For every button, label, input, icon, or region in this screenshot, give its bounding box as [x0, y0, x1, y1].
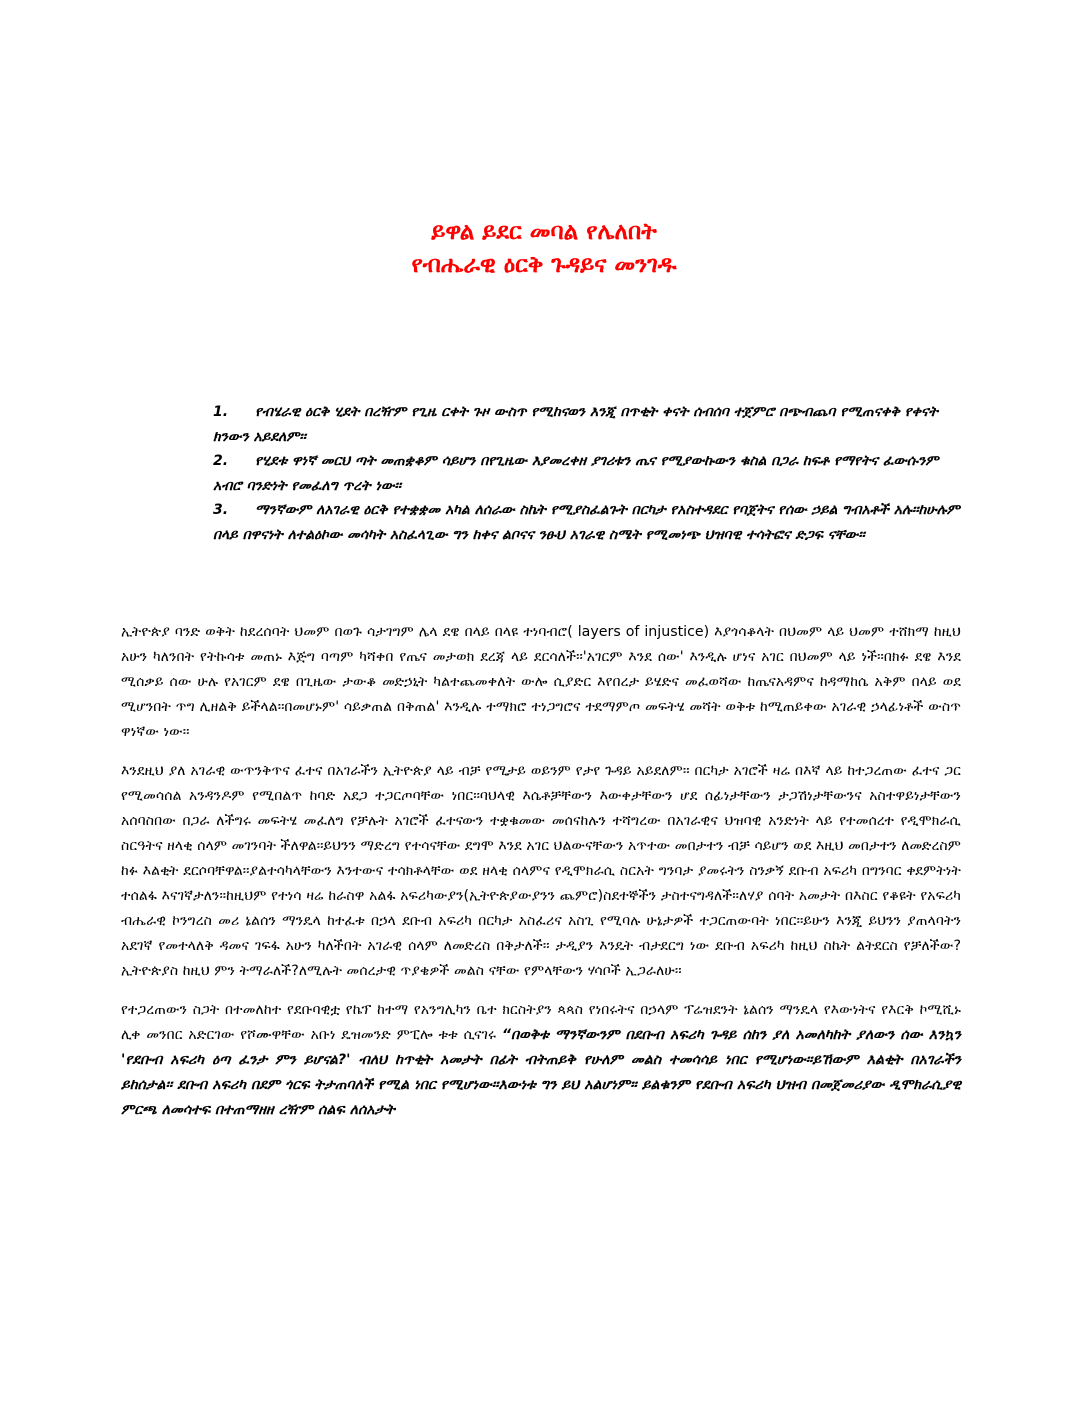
paragraph-3-intro: የተጋረጠውን ስጋት በተመለከተ የደቡባዊቷ የኬፕ ከተማ የአንግሊካን ቤተ ክርስትያን ጳጳስ የነበሩትና በኃላም ፕሬዝደንት ኔልሰን ማንዴላ የእውነትና የእርቅ ኮሚሺኑ ሊቀ መንበር አድርገው የሾሙዋቸው አቡነ ዴዝመንድ ምፒሎ ቱቱ ሲናገሩ	[121, 1002, 961, 1043]
summary-list	[213, 400, 963, 547]
summary-item-text: የሂደቱ ዋነኛ መርህ ጣት መጠቋቆም ሳይሆን በየጊዜው እያመረቀዘ ያገሪቱን ጤና የሚያውኩውን ቁስል በጋራ ከፍቶ የማየትና ፈውሱንም አብሮ ባንድነት የመፈለግ ጥረት ነው፡፡	[213, 453, 939, 494]
body-text	[121, 620, 961, 1137]
summary-item	[213, 498, 963, 547]
summary-item-number: 1.	[213, 404, 229, 420]
tutu-quote: “በወቅቱ ማንኛውንም በደቡብ አፍሪካ ጉዳይ ሰከን ያለ አመለካከት ያለውን ሰው እንኳን 'የደቡብ አፍሪካ ዕጣ ፈንታ ምን ይሆናል?' ብለህ ከጥቂት አመታት በፊት ብትጠይቅ የሁለም መልስ ተመሳሳይ ነበር የሚሆነው፡፡ይኸውም እልቂት በአገራችን ይከሰታል፡፡ ደቡብ አፍሪካ በደም ጎርፍ ትታጠባለች የሚል ነበር የሚሆነው፡፡እውነቱ ግን ይህ አልሆነም፡፡ ይልቁንም የደቡብ አፍሪካ ህዝብ በመጀመሪያው ዲሞክራሲያዊ ምርጫ ለመሳተፍ በተጠማዘዘ ረዥም ሰልፍ ለሰአታት	[121, 1027, 961, 1118]
body-paragraph-1: ኢትዮጵያ ባንድ ወቅት ከደረሰባት ህመም በወጉ ሳታገግም ሌላ ደዌ በላይ በላዩ ተነባብሮ( layers of injustice) እያጎሳቆላት በህመም ላይ ህመም ተሸክማ ከዚህ አሁን ካለንበት የትኩሳቱ መጠኑ እጅግ ባጣም ካሻቀበ የጤና መታወክ ደረጃ ላይ ደርሳለች፡፡'አገርም እንደ ሰው' እንዲሉ ሆነና አገር በህመም ላይ ነች፡፡በክፉ ደዌ እንደ ሚሰቃይ ሰው ሁሉ የአገርም ደዌ በጊዜው ታውቆ መድኃኒት ካልተጨመቀለት ውሎ ሲያድር እየበረታ ይሄድና መፈወሻው ከጤናአዳምና ከዳማከሴ አቅም በላይ ወደ ሚሆንበት ጥግ ሊዘልቅ ይችላል፡፡በመሆኑም' ሳይቃጠል በቅጠል' እንዲሉ ተማክሮ ተነጋግሮና ተደማምጦ መፍትሄ መሻት ወቅቱ ከሚጠይቀው አገራዊ ኃላፊነቶች ውስጥ ዋነኛው ነው፡፡	[121, 624, 961, 740]
summary-item-text: ማንኛውም ለአገራዊ ዕርቅ የተቋቋመ አካል ለሰራው ስኬት የሚያስፈልጉት በርካታ የአስተዳደር የባጀትና የሰው ኃይል ግብአቶች አሉ፡፡ከሁሉም በላይ በዋናነት ለተልዕኮው መሳካት አስፈላጊው ግን ከቀና ልቦናና ንፁህ አገራዊ ስሜት የሚመነጭ ህዝባዊ ተሳትፎና ድጋፍ ናቸው፡፡	[213, 502, 960, 543]
summary-item	[213, 449, 963, 498]
title-line-2: የብሔራዊ ዕርቅ ጉዳይና መንገዱ	[411, 252, 677, 278]
title-block	[0, 216, 1088, 282]
title-line-1: ይዋል ይደር መባል የሌለበት	[431, 219, 657, 245]
summary-item-number: 3.	[213, 502, 229, 518]
summary-item-number: 2.	[213, 453, 229, 469]
body-paragraph-3	[121, 998, 961, 1123]
summary-item	[213, 400, 963, 449]
summary-item-text: የብሄራዊ ዕርቅ ሂደት በረዥም የጊዜ ርቀት ጉዞ ውስጥ የሚከናወን እንጂ በጥቂት ቀናት ሰብሰባ ተጀምሮ በጭብጨባ የሚጠናቀቅ የቀናት ክንውን አይደለም፡፡	[213, 404, 938, 445]
body-paragraph-2: እንደዚህ ያለ አገራዊ ውጥንቅጥና ፈተና በአገራችን ኢትዮጵያ ላይ ብቻ የሚታይ ወይንም የታየ ጉዳይ አይደለም፡፡ በርካታ አገሮች ዛሬ በእኛ ላይ ከተጋረጠው ፈተና ጋር የሚመሳሰል አንዳንዶም የሚበልጥ ከባድ አደጋ ተጋርጦባቸው ነበር፡፡ባህላዊ እሴቶቻቸውን እውቀታቸውን ሆደ ሰፊነታቸውን ታጋሽነታቸውንና አስተዋይነታቸውን አሰባስበው በጋራ ለችግሩ መፍትሄ መፈለግ የቻሉት አገሮች ፈተናውን ተቋቁመው መሰናከሉን ተሻግረው በአገራዊና ህዝባዊ አንድነት ላይ የተመሰረተ የዲሞክራሲ ስርዓትና ዘላቂ ሰላም መገንባት ችለዋል፡፡ይህንን ማድረግ የተሳናቸው ደግሞ እንደ አገር ህልውናቸውን አጥተው መበታተን ብቻ ሳይሆን ወደ እዚህ መበታተን ለመድረስም ከፉ እልቂት ደርሶባቸዋል፡፡ያልተሳካላቸውን እንተውና ተሳክቶላቸው ወደ ዘላቂ ሰላምና የዲሞክራሲ ስርአት ግንባታ ያመሩትን ስንቃኝ ደቡብ አፍሪካ በግንባር ቀደምትነት ተሰልፋ እናገኛታለን፡፡ከዚህም የተነሳ ዛሬ ከራስዋ አልፋ አፍሪካውያን(ኢትዮጵያውያንን ጨምሮ)ስደተኞችን ታስተናግዳለች፡፡ለሃያ ሰባት አመታት በእስር የቆዩት የአፍሪካ ብሔራዊ ኮንግረስ መሪ ኔልሰን ማንዴላ ከተፈቱ በኃላ ደቡብ አፍሪካ በርካታ አስፈሪና አስጊ የሚባሉ ሁኔታዎች ተጋርጠውባት ነበር፡፡ይሁን እንጂ ይህንን ያጠላባትን አደገኛ የመተላለቅ ዳመና ገፍፋ አሁን ካለችበት አገራዊ ሰላም ለመድረስ በቅታለች፡፡ ታዲያን እንዴት ብታደርግ ነው ደቡብ አፍሪካ ከዚህ ስኬት ልትደርስ የቻለችው? ኢትዮጵያስ ከዚህ ምን ትማራለች?ለሚሉት መሰረታዊ ጥያቄዎች መልስ ናቸው የምላቸውን ሃሳቦች ኢጋራለሁ፡፡	[121, 763, 961, 979]
